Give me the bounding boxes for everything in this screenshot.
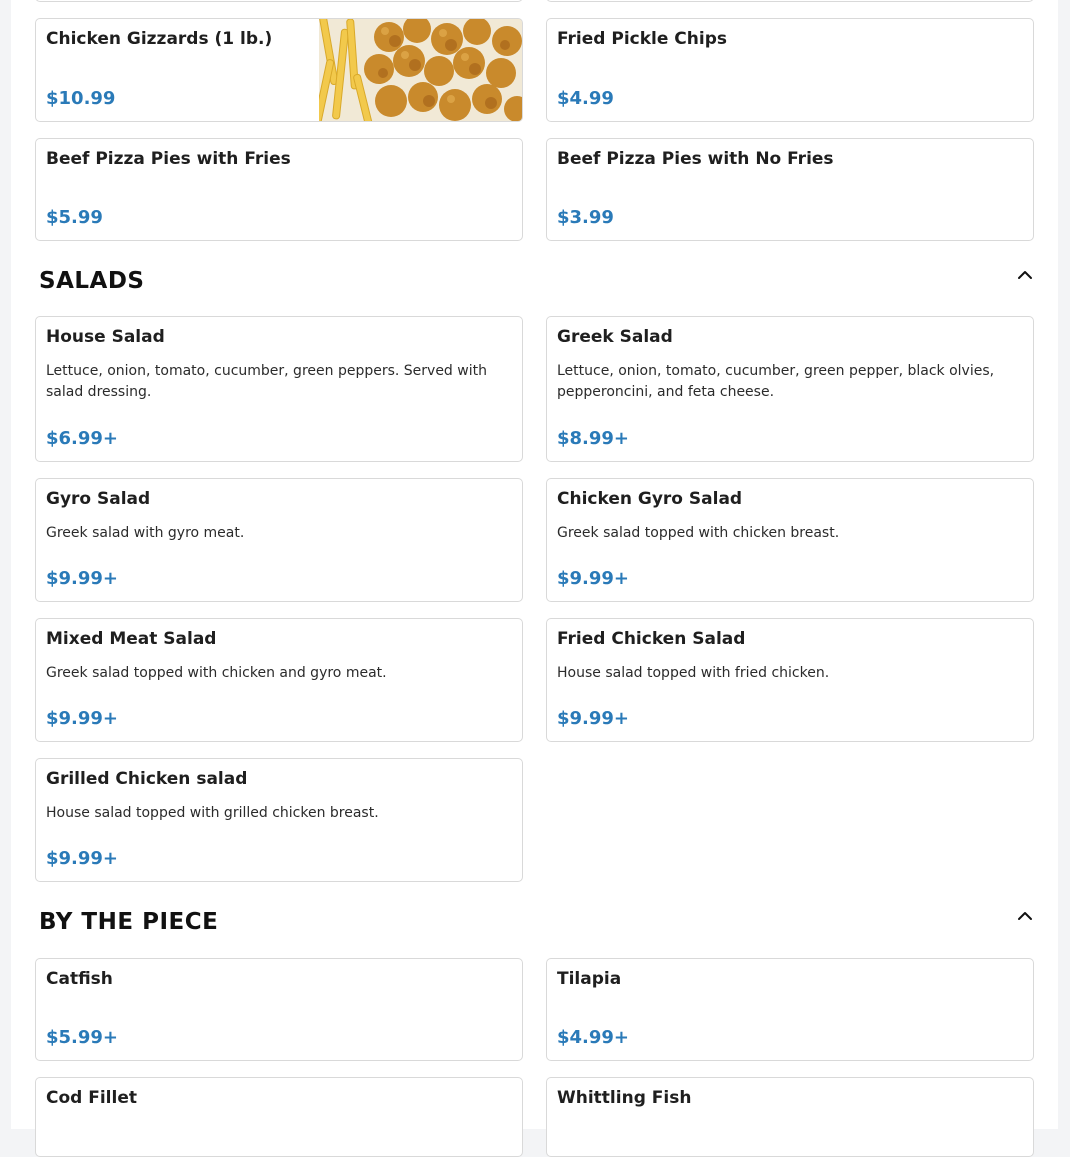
item-name: Cod Fillet bbox=[46, 1088, 137, 1108]
menu-item-card[interactable] bbox=[35, 478, 523, 602]
menu-item-card[interactable] bbox=[546, 618, 1034, 742]
menu-item-card[interactable] bbox=[35, 0, 523, 2]
item-name: Gyro Salad bbox=[46, 489, 151, 509]
item-name: Mixed Meat Salad bbox=[46, 629, 217, 649]
menu-item-card[interactable] bbox=[35, 138, 523, 241]
menu-page bbox=[11, 0, 1058, 1129]
item-description: Lettuce, onion, tomato, cucumber, green pepper, black olvies, pepperoncini, and feta cheese. bbox=[557, 363, 995, 400]
item-price: $10.99 bbox=[46, 88, 116, 109]
menu-item-card[interactable] bbox=[35, 316, 523, 462]
item-price: $9.99+ bbox=[557, 568, 630, 589]
item-price: $8.99+ bbox=[557, 428, 630, 449]
item-name: Fried Chicken Salad bbox=[557, 629, 746, 649]
item-name: Grilled Chicken salad bbox=[46, 769, 248, 789]
item-name: Beef Pizza Pies with No Fries bbox=[557, 149, 834, 169]
item-name: Beef Pizza Pies with Fries bbox=[46, 149, 291, 169]
menu-item-card[interactable] bbox=[35, 758, 523, 882]
item-price: $6.99+ bbox=[46, 428, 119, 449]
item-price: $4.99+ bbox=[557, 1027, 630, 1048]
item-name: Fried Pickle Chips bbox=[557, 29, 727, 49]
menu-item-card[interactable] bbox=[546, 18, 1034, 122]
item-name: Greek Salad bbox=[557, 327, 673, 347]
item-name: Chicken Gizzards (1 lb.) bbox=[46, 29, 273, 49]
menu-item-card[interactable] bbox=[546, 478, 1034, 602]
section-title: SALADS bbox=[39, 268, 145, 294]
menu-item-card[interactable] bbox=[546, 0, 1034, 2]
item-name: Chicken Gyro Salad bbox=[557, 489, 743, 509]
menu-item-card[interactable] bbox=[546, 138, 1034, 241]
section-title: BY THE PIECE bbox=[39, 909, 219, 935]
item-name: House Salad bbox=[46, 327, 165, 347]
item-price: $5.99+ bbox=[46, 1027, 119, 1048]
menu-item-card[interactable] bbox=[35, 618, 523, 742]
item-photo bbox=[319, 19, 522, 121]
item-description: Lettuce, onion, tomato, cucumber, green peppers. Served with salad dressing. bbox=[46, 363, 487, 400]
chevron-up-icon[interactable] bbox=[1015, 906, 1035, 926]
menu-item-card[interactable] bbox=[546, 958, 1034, 1061]
item-description: Greek salad with gyro meat. bbox=[46, 525, 245, 541]
item-price: $9.99+ bbox=[46, 568, 119, 589]
item-description: House salad topped with grilled chicken breast. bbox=[46, 805, 379, 821]
item-description: House salad topped with fried chicken. bbox=[557, 665, 830, 681]
item-description: Greek salad topped with chicken and gyro meat. bbox=[46, 665, 387, 681]
item-price: $9.99+ bbox=[46, 848, 119, 869]
item-price: $5.99 bbox=[46, 207, 103, 228]
menu-item-card[interactable] bbox=[35, 958, 523, 1061]
item-name: Tilapia bbox=[557, 969, 622, 989]
item-price: $9.99+ bbox=[46, 708, 119, 729]
chevron-up-icon[interactable] bbox=[1015, 265, 1035, 285]
item-description: Greek salad topped with chicken breast. bbox=[557, 525, 840, 541]
menu-item-card[interactable] bbox=[35, 18, 523, 122]
menu-item-card[interactable] bbox=[35, 1077, 523, 1157]
fried-gizzards-image bbox=[319, 19, 522, 121]
item-name: Whittling Fish bbox=[557, 1088, 692, 1108]
item-price: $9.99+ bbox=[557, 708, 630, 729]
item-name: Catfish bbox=[46, 969, 113, 989]
item-price: $3.99 bbox=[557, 207, 614, 228]
menu-item-card[interactable] bbox=[546, 316, 1034, 462]
item-price: $4.99 bbox=[557, 88, 614, 109]
menu-item-card[interactable] bbox=[546, 1077, 1034, 1157]
